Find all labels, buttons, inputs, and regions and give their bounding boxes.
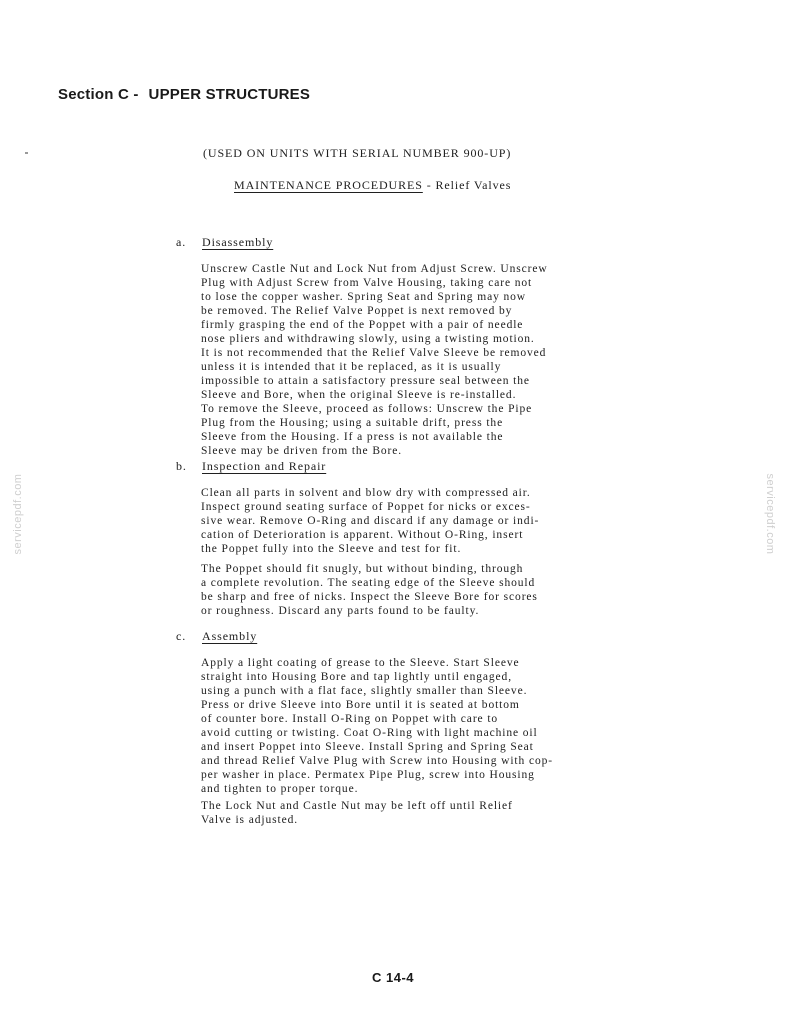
procedure-heading bbox=[234, 178, 511, 193]
section-header bbox=[58, 86, 310, 103]
inspection-paragraph-1: Clean all parts in solvent and blow dry with compressed air. Inspect ground seating surface of Poppet for nicks or exces- sive wear. Remove O-Ring and discard if any damage or indi- cation of Deterioration is apparent. Without O-Ring, insert the Poppet fully into the Sleeve and test for fit. bbox=[201, 487, 540, 555]
section-heading-inspection bbox=[176, 459, 326, 474]
assembly-paragraph-2: The Lock Nut and Castle Nut may be left off until Relief Valve is adjusted. bbox=[201, 800, 513, 826]
watermark-left: servicepdf.com bbox=[12, 473, 24, 555]
section-title: UPPER STRUCTURES bbox=[148, 86, 311, 103]
assembly-paragraph-1: Apply a light coating of grease to the Sleeve. Start Sleeve straight into Housing Bore and tap lightly until engaged, using a punch with a flat face, slightly smaller than Sleeve. Press or drive Sleeve into Bore until it is seated at bottom of counter bore. Install O-Ring on Poppet with care to avoid cutting or twisting. Coat O-Ring with light machine oil and insert Poppet into Sleeve. Install Spring and Spring Seat and thread Relief Valve Plug with Screw into Housing with cop- per washer in place. Permatex Pipe Plug, screw into Housing and tighten to proper torque. bbox=[201, 657, 553, 795]
section-letter: a. bbox=[176, 235, 187, 249]
section-heading-label: Inspection and Repair bbox=[202, 459, 327, 473]
scan-speck bbox=[25, 152, 28, 154]
section-letter: b. bbox=[176, 459, 187, 473]
section-heading-label: Disassembly bbox=[202, 235, 274, 249]
procedure-title: MAINTENANCE PROCEDURES bbox=[234, 178, 423, 192]
page-number: C 14-4 bbox=[372, 970, 415, 985]
section-heading-label: Assembly bbox=[202, 629, 258, 643]
inspection-paragraph-2: The Poppet should fit snugly, but without binding, through a complete revolution. The seating edge of the Sleeve should be sharp and free of nicks. Inspect the Sleeve Bore for scores or roughness. Discard any parts found to be faulty. bbox=[201, 563, 538, 617]
disassembly-paragraph: Unscrew Castle Nut and Lock Nut from Adjust Screw. Unscrew Plug with Adjust Screw from Valve Housing, taking care not to lose the copper washer. Spring Seat and Spring may now be removed. The Relief Valve Poppet is next removed by firmly grasping the end of the Poppet with a pair of needle nose pliers and withdrawing slowly, using a twisting motion. It is not recommended that the Relief Valve Sleeve be removed unless it is intended that it be replaced, as it is usually impossible to attain a satisfactory pressure seal between the Sleeve and Bore, when the original Sleeve is re-installed. To remove the Sleeve, proceed as follows: Unscrew the Pipe Plug from the Housing; using a suitable drift, press the Sleeve from the Housing. If a press is not available the Sleeve may be driven from the Bore. bbox=[201, 263, 548, 457]
section-heading-disassembly bbox=[176, 235, 273, 250]
watermark-right: servicepdf.com bbox=[764, 473, 776, 555]
serial-note: (USED ON UNITS WITH SERIAL NUMBER 900-UP) bbox=[203, 146, 512, 160]
section-letter: c. bbox=[176, 629, 187, 643]
section-heading-assembly bbox=[176, 629, 257, 644]
section-label: Section C - bbox=[58, 86, 139, 103]
procedure-subtitle: - Relief Valves bbox=[426, 178, 512, 192]
